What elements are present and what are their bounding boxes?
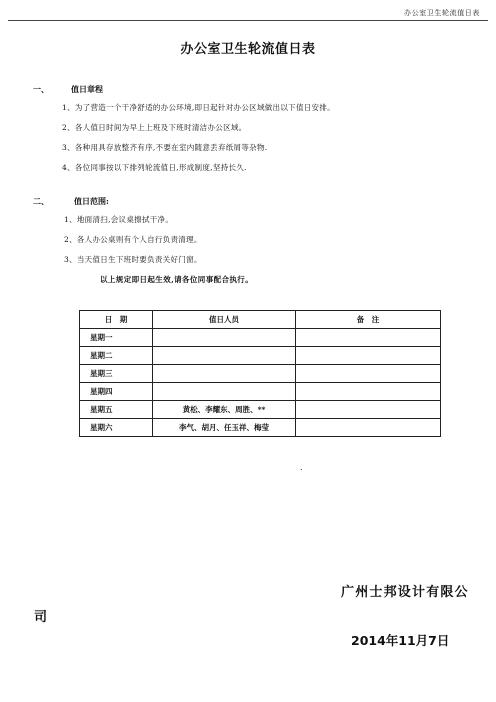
running-header: 办公室卫生轮流值日表 — [404, 9, 480, 17]
people-cell — [153, 347, 296, 365]
table-row — [80, 419, 441, 437]
header-divider — [8, 20, 488, 21]
remarks-cell — [296, 347, 441, 365]
table-row — [80, 401, 441, 419]
table-row — [80, 383, 441, 401]
section-2-item-2: 2、各人办公桌则有个人自行负责清理。 — [64, 235, 202, 244]
document-title: 办公室卫生轮流值日表 — [180, 42, 316, 57]
section-2-number: 二、 — [33, 197, 49, 206]
section-1-item-2: 2、各人值日时间为早上上班及下班时清洁办公区域。 — [62, 123, 247, 132]
column-header-people: 值日人员 — [153, 311, 296, 329]
day-cell: 星期四 — [80, 383, 153, 401]
section-1-title: 值日章程 — [71, 84, 103, 94]
section-1-item-1: 1、为了营造一个干净舒适的办公环境,即日起针对办公区域做出以下值日安排。 — [62, 103, 335, 112]
day-cell: 星期五 — [80, 401, 153, 419]
column-header-date: 日 期 — [80, 311, 153, 329]
effective-notice: 以上规定即日起生效,请各位同事配合执行。 — [100, 275, 254, 284]
day-cell: 星期一 — [80, 329, 153, 347]
stray-mark: . — [300, 463, 303, 472]
issue-date: 2014年11月7日 — [351, 633, 450, 648]
day-cell: 星期二 — [80, 347, 153, 365]
column-header-remarks: 备 注 — [296, 311, 441, 329]
remarks-cell — [296, 419, 441, 437]
remarks-cell — [296, 365, 441, 383]
company-name-wrap: 司 — [34, 610, 48, 625]
remarks-cell — [296, 329, 441, 347]
section-2-item-3: 3、当天值日生下班时要负责关好门窗。 — [64, 255, 202, 264]
table-row — [80, 365, 441, 383]
section-1-item-4: 4、各位同事按以下排列轮流值日,形成制度,坚持长久. — [62, 163, 247, 172]
remarks-cell — [296, 401, 441, 419]
duty-roster-table — [79, 310, 441, 437]
table-header-row — [80, 311, 441, 329]
section-2-title: 值日范围: — [74, 196, 109, 206]
people-cell: 李气、胡月、任玉祥、梅莹 — [153, 419, 296, 437]
remarks-cell — [296, 383, 441, 401]
day-cell: 星期六 — [80, 419, 153, 437]
people-cell — [153, 383, 296, 401]
table-row — [80, 329, 441, 347]
section-1-number: 一、 — [33, 85, 49, 94]
people-cell: 黄松、李耀东、周胜、*​* — [153, 401, 296, 419]
company-name: 广州士邦设计有限公 — [341, 585, 469, 600]
people-cell — [153, 365, 296, 383]
day-cell: 星期三 — [80, 365, 153, 383]
section-2-item-1: 1、地面清扫,会议桌擦拭干净。 — [64, 215, 174, 224]
section-1-item-3: 3、各种用具存放整齐有序,不要在室内随意丢弃纸屑等杂物. — [62, 143, 268, 152]
people-cell — [153, 329, 296, 347]
table-row — [80, 347, 441, 365]
